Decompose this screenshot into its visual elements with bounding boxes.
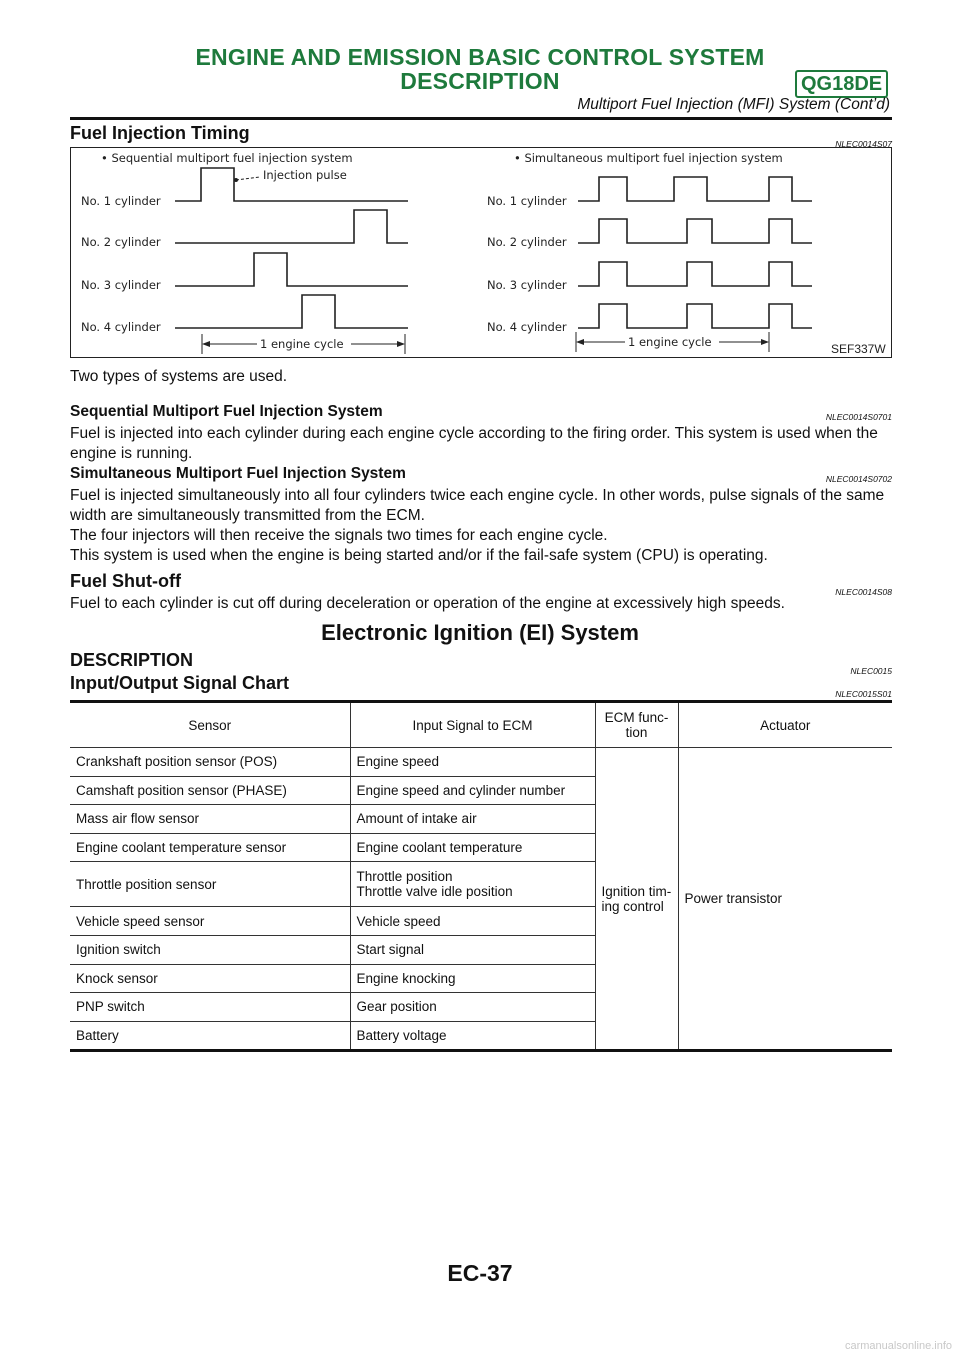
sim-cyl4-waveform bbox=[578, 304, 812, 328]
simultaneous-paragraph bbox=[70, 486, 892, 566]
sensor-cell: PNP switch bbox=[70, 993, 350, 1022]
right-cyl3-label: No. 3 cylinder bbox=[487, 278, 567, 292]
input-cell: Engine knocking bbox=[350, 964, 595, 993]
header-title-line1: ENGINE AND EMISSION BASIC CONTROL SYSTEM bbox=[195, 44, 765, 70]
fuel-injection-timing-heading-row bbox=[70, 123, 892, 149]
sequential-tag: NLEC0014S0701 bbox=[825, 412, 892, 422]
page-header bbox=[0, 0, 960, 120]
left-figure-title: • Sequential multiport fuel injection system bbox=[101, 151, 353, 165]
injection-timing-figure bbox=[70, 147, 892, 358]
fuel-shutoff-tag: NLEC0014S08 bbox=[835, 587, 892, 597]
sensor-cell: Camshaft position sensor (PHASE) bbox=[70, 776, 350, 805]
sequential-paragraph: Fuel is injected into each cylinder during each engine cycle according to the firing order. This system is used when the engine is running. bbox=[70, 425, 878, 462]
input-cell: Engine coolant temperature bbox=[350, 833, 595, 862]
signal-chart-heading-row bbox=[70, 673, 892, 699]
input-cell: Throttle position Throttle valve idle position bbox=[350, 862, 595, 907]
right-cyl1-label: No. 1 cylinder bbox=[487, 194, 567, 208]
input-cell: Vehicle speed bbox=[350, 907, 595, 936]
left-cyl2-label: No. 2 cylinder bbox=[81, 235, 161, 249]
pulse-leader-line bbox=[236, 177, 260, 180]
right-cyl2-label: No. 2 cylinder bbox=[487, 235, 567, 249]
sim-cyl1-waveform bbox=[578, 177, 812, 201]
input-cell: Gear position bbox=[350, 993, 595, 1022]
signal-chart-heading: Input/Output Signal Chart bbox=[70, 673, 289, 693]
left-cycle-label: 1 engine cycle bbox=[260, 337, 344, 351]
right-cycle-label: 1 engine cycle bbox=[628, 335, 712, 349]
input-cell: Engine speed bbox=[350, 748, 595, 777]
fuel-shutoff-heading-row bbox=[70, 571, 892, 597]
sequential-heading-row bbox=[70, 403, 892, 421]
seq-cyl4-waveform bbox=[175, 295, 408, 328]
description-heading-row bbox=[70, 650, 892, 676]
sensor-cell: Knock sensor bbox=[70, 964, 350, 993]
header-input-signal: Input Signal to ECM bbox=[350, 702, 595, 748]
header-subtitle: Multiport Fuel Injection (MFI) System (Cont’d) bbox=[577, 96, 890, 113]
input-output-signal-table bbox=[70, 700, 892, 1052]
intro-paragraph: Two types of systems are used. bbox=[70, 368, 288, 385]
right-cyl4-label: No. 4 cylinder bbox=[487, 320, 567, 334]
sensor-cell: Throttle position sensor bbox=[70, 862, 350, 907]
sensor-cell: Crankshaft position sensor (POS) bbox=[70, 748, 350, 777]
sensor-cell: Engine coolant temperature sensor bbox=[70, 833, 350, 862]
input-cell: Amount of intake air bbox=[350, 805, 595, 834]
table-header-row bbox=[70, 702, 892, 748]
simultaneous-line2: The four injectors will then receive the signals two times for each engine cycle. bbox=[70, 527, 608, 544]
sensor-cell: Ignition switch bbox=[70, 935, 350, 964]
simultaneous-heading-row bbox=[70, 465, 892, 483]
input-cell: Battery voltage bbox=[350, 1021, 595, 1051]
input-cell: Start signal bbox=[350, 935, 595, 964]
table-row bbox=[70, 748, 892, 777]
right-cycle-arrow-end bbox=[761, 339, 769, 345]
description-tag: NLEC0015 bbox=[850, 666, 892, 676]
simultaneous-line3: This system is used when the engine is being started and/or if the fail-safe system (CPU) is operating. bbox=[70, 547, 768, 564]
sensor-cell: Battery bbox=[70, 1021, 350, 1051]
input-cell: Engine speed and cylinder number bbox=[350, 776, 595, 805]
sim-cyl2-waveform bbox=[578, 219, 812, 243]
sim-cyl3-waveform bbox=[578, 262, 812, 286]
sensor-cell: Vehicle speed sensor bbox=[70, 907, 350, 936]
figure-id: SEF337W bbox=[831, 342, 886, 356]
left-cyl4-label: No. 4 cylinder bbox=[81, 320, 161, 334]
watermark: carmanualsonline.info bbox=[844, 1340, 952, 1352]
injection-pulse-label: Injection pulse bbox=[263, 168, 347, 182]
fuel-shutoff-heading: Fuel Shut-off bbox=[70, 571, 181, 591]
simultaneous-line1: Fuel is injected simultaneously into all four cylinders twice each engine cycle. In other words, pulse signals of the same width are simultaneously transmitted from the ECM. bbox=[70, 487, 885, 524]
seq-cyl2-waveform bbox=[175, 210, 408, 243]
section-tag: NLEC0014S07 bbox=[835, 139, 892, 149]
ei-system-heading: Electronic Ignition (EI) System bbox=[321, 620, 639, 645]
header-rule bbox=[70, 117, 892, 120]
header-sensor: Sensor bbox=[70, 702, 350, 748]
description-heading: DESCRIPTION bbox=[70, 650, 194, 670]
left-cyl1-label: No. 1 cylinder bbox=[81, 194, 161, 208]
sensor-cell: Mass air flow sensor bbox=[70, 805, 350, 834]
fuel-shutoff-paragraph: Fuel to each cylinder is cut off during deceleration or operation of the engine at excessively high speeds. bbox=[70, 595, 785, 612]
signal-chart-tag: NLEC0015S01 bbox=[835, 689, 892, 699]
right-figure-title: • Simultaneous multiport fuel injection system bbox=[514, 151, 783, 165]
simultaneous-tag: NLEC0014S0702 bbox=[825, 474, 892, 484]
header-actuator: Actuator bbox=[678, 702, 892, 748]
seq-cyl3-waveform bbox=[175, 253, 408, 286]
right-cycle-arrow-start bbox=[576, 339, 584, 345]
engine-code-badge: QG18DE bbox=[795, 70, 888, 98]
left-cycle-arrow-end bbox=[397, 341, 405, 347]
header-title-line2: DESCRIPTION bbox=[400, 68, 560, 94]
page-number: EC-37 bbox=[447, 1260, 513, 1286]
header-ecm-function: ECM func- tion bbox=[595, 702, 678, 748]
sequential-heading: Sequential Multiport Fuel Injection System bbox=[70, 403, 383, 420]
ecm-function-cell: Ignition tim- ing control bbox=[595, 748, 678, 1051]
fuel-injection-timing-heading: Fuel Injection Timing bbox=[70, 123, 250, 143]
simultaneous-heading: Simultaneous Multiport Fuel Injection System bbox=[70, 465, 406, 482]
left-cycle-arrow-start bbox=[202, 341, 210, 347]
left-cyl3-label: No. 3 cylinder bbox=[81, 278, 161, 292]
actuator-cell: Power transistor bbox=[678, 748, 892, 1051]
